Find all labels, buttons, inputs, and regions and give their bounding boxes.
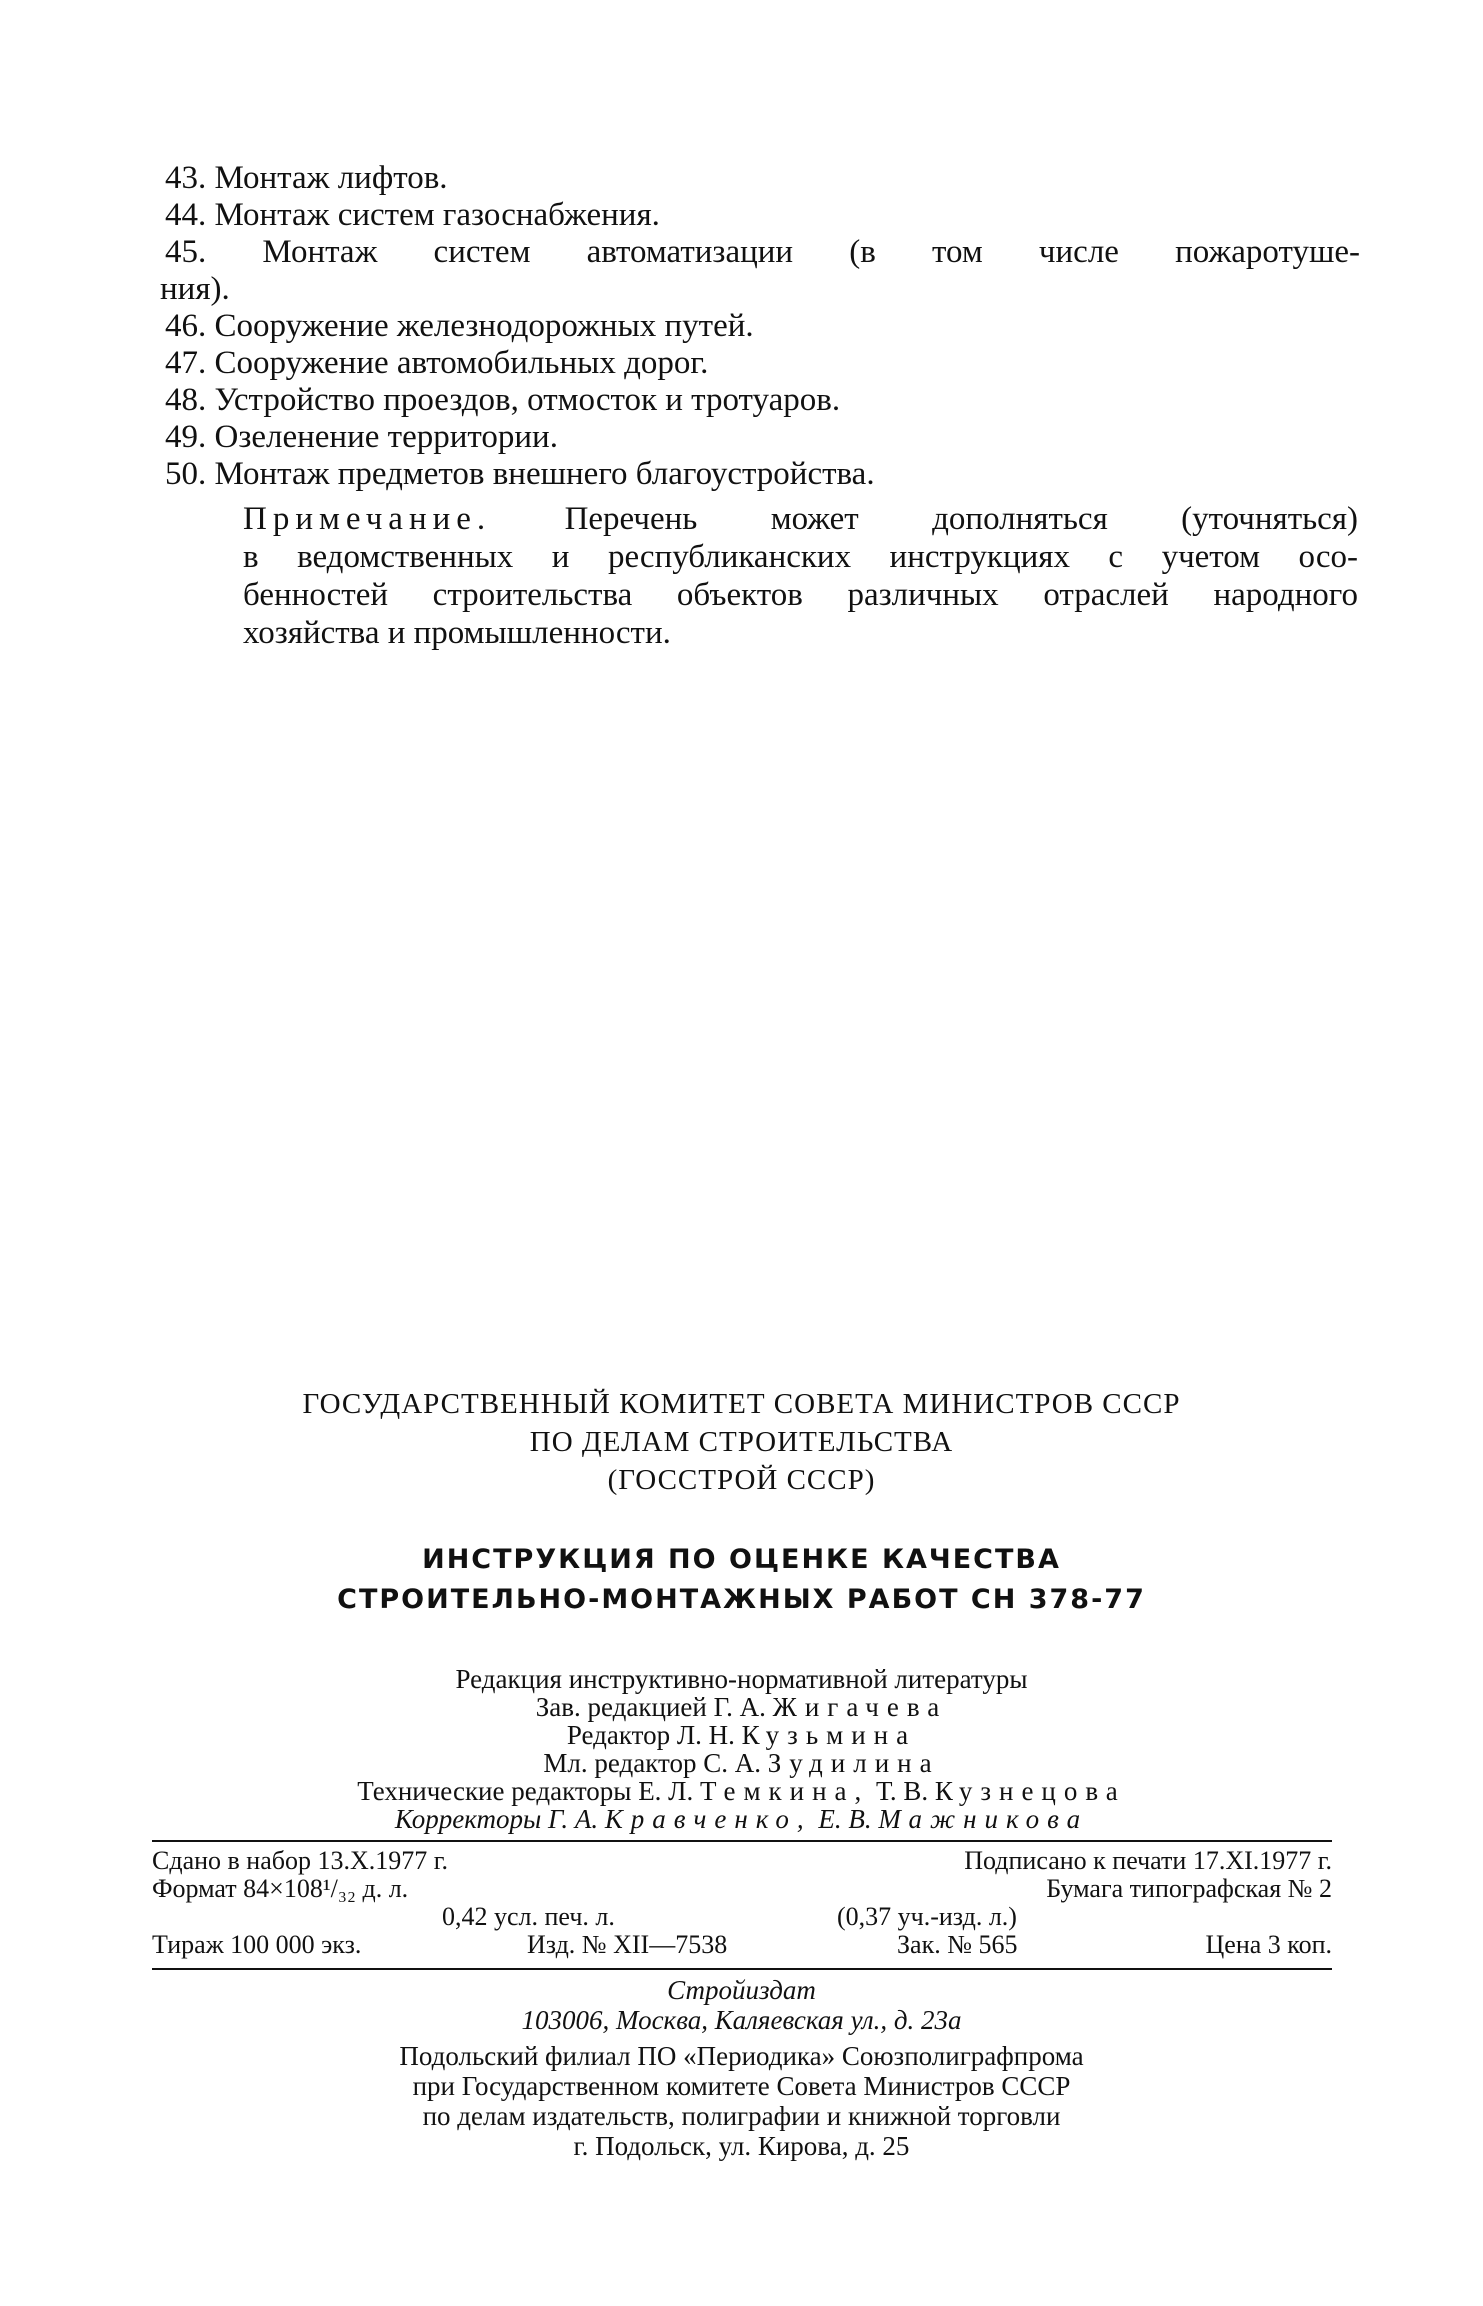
imprint-run: Тираж 100 000 экз.: [152, 1930, 362, 1959]
publisher-block: [0, 1975, 1483, 2161]
note-label: Примечание.: [243, 501, 492, 537]
imprint-row: [152, 1846, 1332, 1876]
staff-name: Кузнецова: [934, 1776, 1126, 1806]
org-line: ГОСУДАРСТВЕННЫЙ КОМИТЕТ СОВЕТА МИНИСТРОВ СССР: [302, 1388, 1181, 1420]
publisher-address: 103006, Москва, Каляевская ул., д. 23а: [521, 2005, 962, 2035]
work-list: [160, 160, 1360, 493]
note-line: бенностей строительства объектов различных отраслей народного: [243, 577, 1358, 613]
staff-name: Зудилина: [767, 1748, 940, 1778]
staff-initials: Е. В.: [818, 1804, 872, 1834]
imprint-paper: Бумага типографская № 2: [1046, 1874, 1332, 1903]
printer-line: при Государственном комитете Совета Министров СССР: [412, 2071, 1071, 2101]
staff-role: Мл. редактор С. А.: [543, 1748, 761, 1778]
organization-block: [0, 1385, 1483, 1499]
printer-line: г. Подольск, ул. Кирова, д. 25: [573, 2131, 910, 2161]
printer-line: Подольский филиал ПО «Периодика» Союзполиграфпрома: [399, 2041, 1084, 2071]
note-line: [243, 500, 1358, 538]
imprint-edition-no: Изд. № XII—7538: [527, 1930, 728, 1959]
title-line: ИНСТРУКЦИЯ ПО ОЦЕНКЕ КАЧЕСТВА: [422, 1544, 1061, 1575]
imprint-set-date: Сдано в набор 13.X.1977 г.: [152, 1846, 448, 1875]
note-paragraph: [243, 500, 1358, 652]
imprint-bottom-rule: [152, 1968, 1332, 1970]
imprint-signed-date: Подписано к печати 17.XI.1977 г.: [964, 1846, 1332, 1875]
staff-initials: Т. В.: [876, 1776, 929, 1806]
staff-name: Мажникова: [878, 1804, 1089, 1834]
editorial-staff: [0, 1665, 1483, 1833]
staff-name: Кузьмина: [741, 1720, 917, 1750]
staff-junior-editor: [0, 1749, 1483, 1777]
note-line: в ведомственных и республиканских инструкциях с учетом осо-: [243, 539, 1358, 575]
list-item: 47. Сооружение автомобильных дорог.: [165, 345, 709, 381]
staff-role: Корректоры Г. А.: [394, 1804, 599, 1834]
imprint-sheets: 0,42 усл. печ. л.: [442, 1902, 615, 1931]
printer-line: по делам издательств, полиграфии и книжной торговли: [422, 2101, 1061, 2131]
staff-correctors: [0, 1805, 1483, 1833]
imprint-order: Зак. № 565: [897, 1930, 1018, 1959]
note-text: Перечень может дополняться (уточняться): [564, 501, 1358, 537]
title-line: СТРОИТЕЛЬНО-МОНТАЖНЫХ РАБОТ СН 378-77: [337, 1584, 1146, 1615]
list-item: 46. Сооружение железнодорожных путей.: [165, 308, 754, 344]
imprint-acc-sheets: (0,37 уч.-изд. л.): [837, 1902, 1017, 1931]
staff-chief: [0, 1693, 1483, 1721]
org-line: (ГОССТРОЙ СССР): [607, 1464, 876, 1496]
list-item: [160, 234, 1360, 308]
staff-editor: [0, 1721, 1483, 1749]
staff-name: Темкина,: [700, 1776, 870, 1806]
imprint-format: Формат 84×108¹/₃₂ д. л.: [152, 1874, 409, 1903]
staff-edition: Редакция инструктивно-нормативной литературы: [455, 1664, 1028, 1694]
staff-role: Технические редакторы Е. Л.: [357, 1776, 694, 1806]
imprint-row: [152, 1930, 1332, 1960]
staff-tech-editors: [0, 1777, 1483, 1805]
list-item-line: ния).: [160, 271, 230, 307]
imprint-row: [152, 1902, 1332, 1932]
list-item: 44. Монтаж систем газоснабжения.: [165, 197, 660, 233]
staff-role: Зав. редакцией Г. А.: [535, 1692, 766, 1722]
document-title: [0, 1540, 1483, 1620]
publisher-name: Стройиздат: [667, 1975, 816, 2005]
note-line: хозяйства и промышленности.: [243, 615, 671, 651]
list-item: 49. Озеленение территории.: [165, 419, 558, 455]
staff-name: Жигачева: [772, 1692, 948, 1722]
list-item: 43. Монтаж лифтов.: [165, 160, 448, 196]
imprint-top-rule: [152, 1840, 1332, 1842]
org-line: ПО ДЕЛАМ СТРОИТЕЛЬСТВА: [529, 1426, 954, 1458]
list-item: 48. Устройство проездов, отмосток и тротуаров.: [165, 382, 841, 418]
list-item-line: 45. Монтаж систем автоматизации (в том числе пожаротуше-: [165, 234, 1360, 270]
staff-name: Кравченко,: [604, 1804, 812, 1834]
imprint-price: Цена 3 коп.: [1205, 1930, 1332, 1959]
staff-role: Редактор Л. Н.: [566, 1720, 735, 1750]
list-item: 50. Монтаж предметов внешнего благоустройства.: [165, 456, 875, 492]
imprint-row: [152, 1874, 1332, 1904]
